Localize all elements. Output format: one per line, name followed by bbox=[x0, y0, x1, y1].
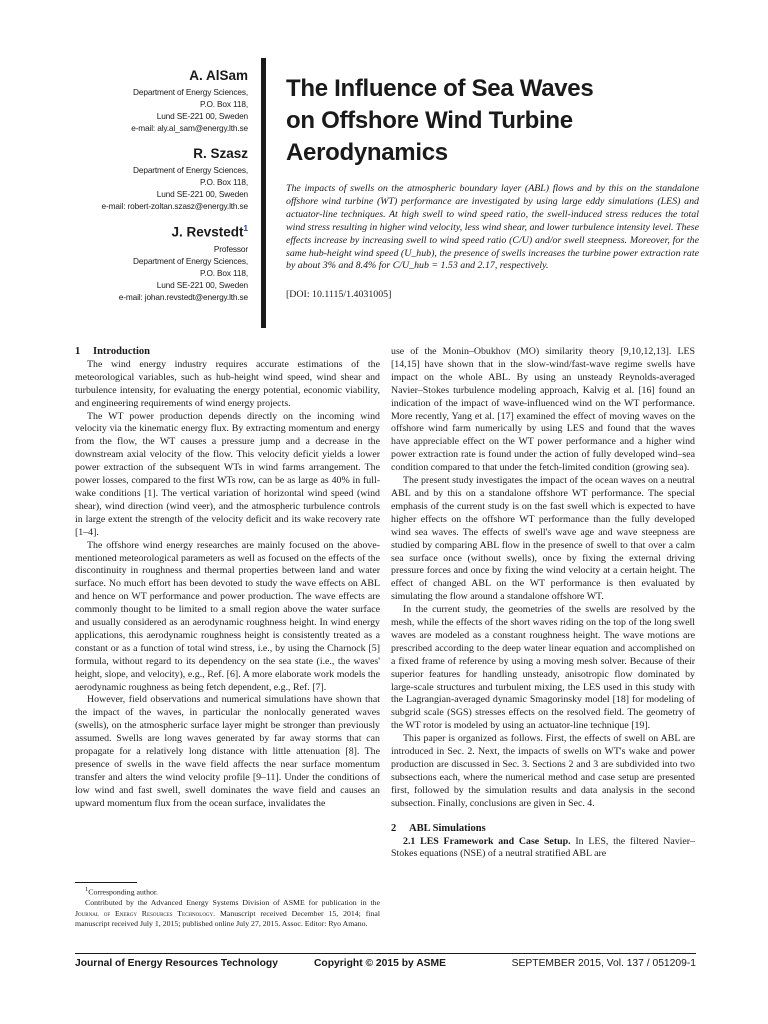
subsection-heading: 2.1 LES Framework and Case Setup. bbox=[403, 835, 571, 847]
abstract: The impacts of swells on the atmospheric boundary layer (ABL) flows and by this on the standalone offshore wind turbine (WT) performance are investigated by using large eddy simulations (LES) and actuator-line techniques. At high swell to wind speed ratio, the swell-induced stress reduces the total wind stress resulting in higher wind velocity, less wind shear, and lower turbulence intensity level. These effects increase by increasing swell to wind speed ratio (C/U) and/or swell steepness. Moreover, for the same hub-height wind speed (U_hub), the presence of swells increases the turbine power extraction rate by about 3% and 8.4% for C/U_hub = 1.53 and 2.17, respectively. bbox=[286, 183, 699, 272]
paragraph: The offshore wind energy researches are mainly focused on the above-mentioned meteorological parameters as well as focused on the effects of the discontinuity in roughness and thermal properties between land and water surface. No much effort has been devoted to study the wave effects on ABL and hence on WT performance and power production. The wave effects are commonly thought to be limited to a small region above the water surface and usually considered as an aerodynamic roughness height. In wind energy applications, this aerodynamic roughness height is consistently treated as a constant or as a function of total wind stress, i.e., by using the Charnock [5] formula, without regard to its dependency on the sea state (i.e., the waves' height, slope, and velocity), e.g., Ref. [6]. A more elaborate work models the aerodynamic roughness as being fetch dependent, e.g., Ref. [7]. bbox=[75, 539, 380, 693]
author-affiliation: Department of Energy Sciences, P.O. Box 118, Lund SE-221 00, Sweden e-mail: robert-zoltan.szasz@energy.lth.se bbox=[101, 165, 248, 211]
footer-rule bbox=[75, 953, 696, 954]
column-right bbox=[391, 346, 695, 861]
author-block bbox=[40, 146, 248, 212]
footer-issue: SEPTEMBER 2015, Vol. 137 / 051209-1 bbox=[511, 958, 696, 969]
paragraph: The wind energy industry requires accurate estimations of the meteorological variables, such as hub-height wind speed, wind shear and turbulence intensity, for evaluating the energy potential, economic viability, and engineering requirements of wind energy projects. bbox=[75, 358, 380, 409]
footer-journal: Journal of Energy Resources Technology bbox=[75, 958, 278, 969]
paragraph: The present study investigates the impact of the ocean waves on a neutral ABL and by this on a standalone offshore WT performance. The special emphasis of the current study is on the fast swell which is expected to have higher effects on the offshore WT performance than the fully developed wind sea waves. The effects of swell's wave age and wave steepness are studied by comparing ABL flow in the presence of swell to that over a calm sea surface once (without swells), once by fixing the external driving pressure forces and once by fixing the wind velocity at a certain height. The effect of changed ABL on the WT performance is then evaluated by simulating the flow around a standalone offshore WT. bbox=[391, 475, 695, 603]
author-name: R. Szasz bbox=[193, 146, 248, 161]
author-affiliation: Department of Energy Sciences, P.O. Box 118, Lund SE-221 00, Sweden e-mail: aly.al_sam@energy.lth.se bbox=[131, 87, 248, 133]
paragraph: However, field observations and numerical simulations have shown that the impact of the waves, in particular the nonlocally generated waves (swells), on the atmospheric surface layer might be stronger than previously assumed. Swells are long waves generated by far away storms that can propagate for a relatively long distance with little attenuation [8]. The presence of swells in the wave field affects the near surface momentum transfer and alters the wind velocity profile [9–11]. Under the conditions of low wind and fast swell, swell dominates the wave field and causes an upward momentum flux from the ocean surface, invalidates the bbox=[75, 694, 380, 809]
author-block bbox=[40, 224, 248, 303]
paragraph: use of the Monin–Obukhov (MO) similarity theory [9,10,12,13]. LES [14,15] have shown that in the slow-wind/fast-wave regime swells have impact on the whole ABL. By using an unsteady Reynolds-averaged Navier–Stokes turbulence modeling approach, Kalvig et al. [16] found an indication of the impact of wave-influenced wind on the WT performance. More recently, Yang et al. [17] examined the effect of moving waves on the offshore wind farm numerically by using LES and found that the waves have appreciable effect on the WT power performance and a higher wind power extraction rate is found under the action of fully developed wind–sea condition compared to that under the fetch-limited condition (growing sea). bbox=[391, 346, 695, 474]
section-heading: 1 Introduction bbox=[75, 346, 150, 357]
footnote-rule bbox=[75, 882, 137, 883]
title-divider bbox=[261, 58, 266, 328]
author-name: A. AlSam bbox=[189, 68, 248, 83]
author-affiliation: Professor Department of Energy Sciences, P.O. Box 118, Lund SE-221 00, Sweden e-mail: johan.revstedt@energy.lth.se bbox=[118, 243, 248, 302]
journal-name: Journal of Energy Resources Technology bbox=[75, 908, 214, 918]
footnote-mark: 1 bbox=[85, 886, 89, 893]
paragraph: The WT power production depends directly on the incoming wind velocity via the kinematic energy flux. By extracting momentum and energy from the flow, the WT causes a pressure jump and a decrease in the downstream axial velocity of the flow. This velocity deficit yields a lower power extraction of the subsequent WTs in wind farms arrangement. The power losses, compared to the first WTs row, can be as large as 40% in full-wake conditions [1]. The vertical variation of horizontal wind speed (wind shear), wind direction (wind veer), and the atmospheric turbulence controls in large extent the strength of the velocity deficit and its wake recovery rate [1–4]. bbox=[75, 410, 380, 538]
paragraph: In the current study, the geometries of the swells are resolved by the mesh, while the effects of the short waves riding on the top of the long swell waves are modeled as a constant roughness height. The wave motions are prescribed according to the deep water linear equation and accomplished on a fixed frame of reference by using a moving mesh solver. Because of their superior features for handling unsteady, anisotropic flow dominated by large-scale structures and turbulent mixing, the LES used in this study with the Lagrangian-averaged dynamic Smagorinsky model [18] for modeling of subgrid scale (SGS) stresses effects on the resolved field. The geometry of the WT rotor is modeled by using an actuator-line technique [19]. bbox=[391, 604, 695, 732]
paper-title: The Influence of Sea Waves on Offshore Wind Turbine Aerodynamics bbox=[286, 75, 594, 166]
footnote: $^1$Corresponding author. Contributed by the Advanced Energy Systems Division of ASME for publication in the Journal of Energy Resources Technology. Manuscript received December 15, 2014; final manuscript received July 1, 2015; published online July 27, 2015. Assoc. Editor: Ryo Amano. bbox=[75, 886, 380, 929]
section-heading: 2 ABL Simulations bbox=[391, 822, 486, 834]
doi[interactable]: [DOI: 10.1115/1.4031005] bbox=[286, 289, 392, 300]
author-name: J. Revstedt$^1$ bbox=[171, 224, 248, 240]
author-block bbox=[40, 68, 248, 134]
column-left bbox=[75, 346, 380, 811]
corresponding-author-mark[interactable]: 1 bbox=[243, 224, 248, 233]
author-list bbox=[40, 68, 248, 315]
subsection-paragraph: 2.1 LES Framework and Case Setup. In LES, the filtered Navier–Stokes equations (NSE) of a neutral stratified ABL are bbox=[391, 835, 696, 860]
footer-copyright: Copyright © 2015 by ASME bbox=[314, 958, 446, 969]
paragraph: This paper is organized as follows. First, the effects of swell on ABL are introduced in Sec. 2. Next, the impacts of swells on WT's wake and power production are discussed in Sec. 3. Sections 2 and 3 are subdivided into two subsections each, where the numerical method and case setup are presented first, followed by the simulation results and data analysis in the second subsection. Finally, conclusions are given in Sec. 4. bbox=[391, 733, 695, 809]
